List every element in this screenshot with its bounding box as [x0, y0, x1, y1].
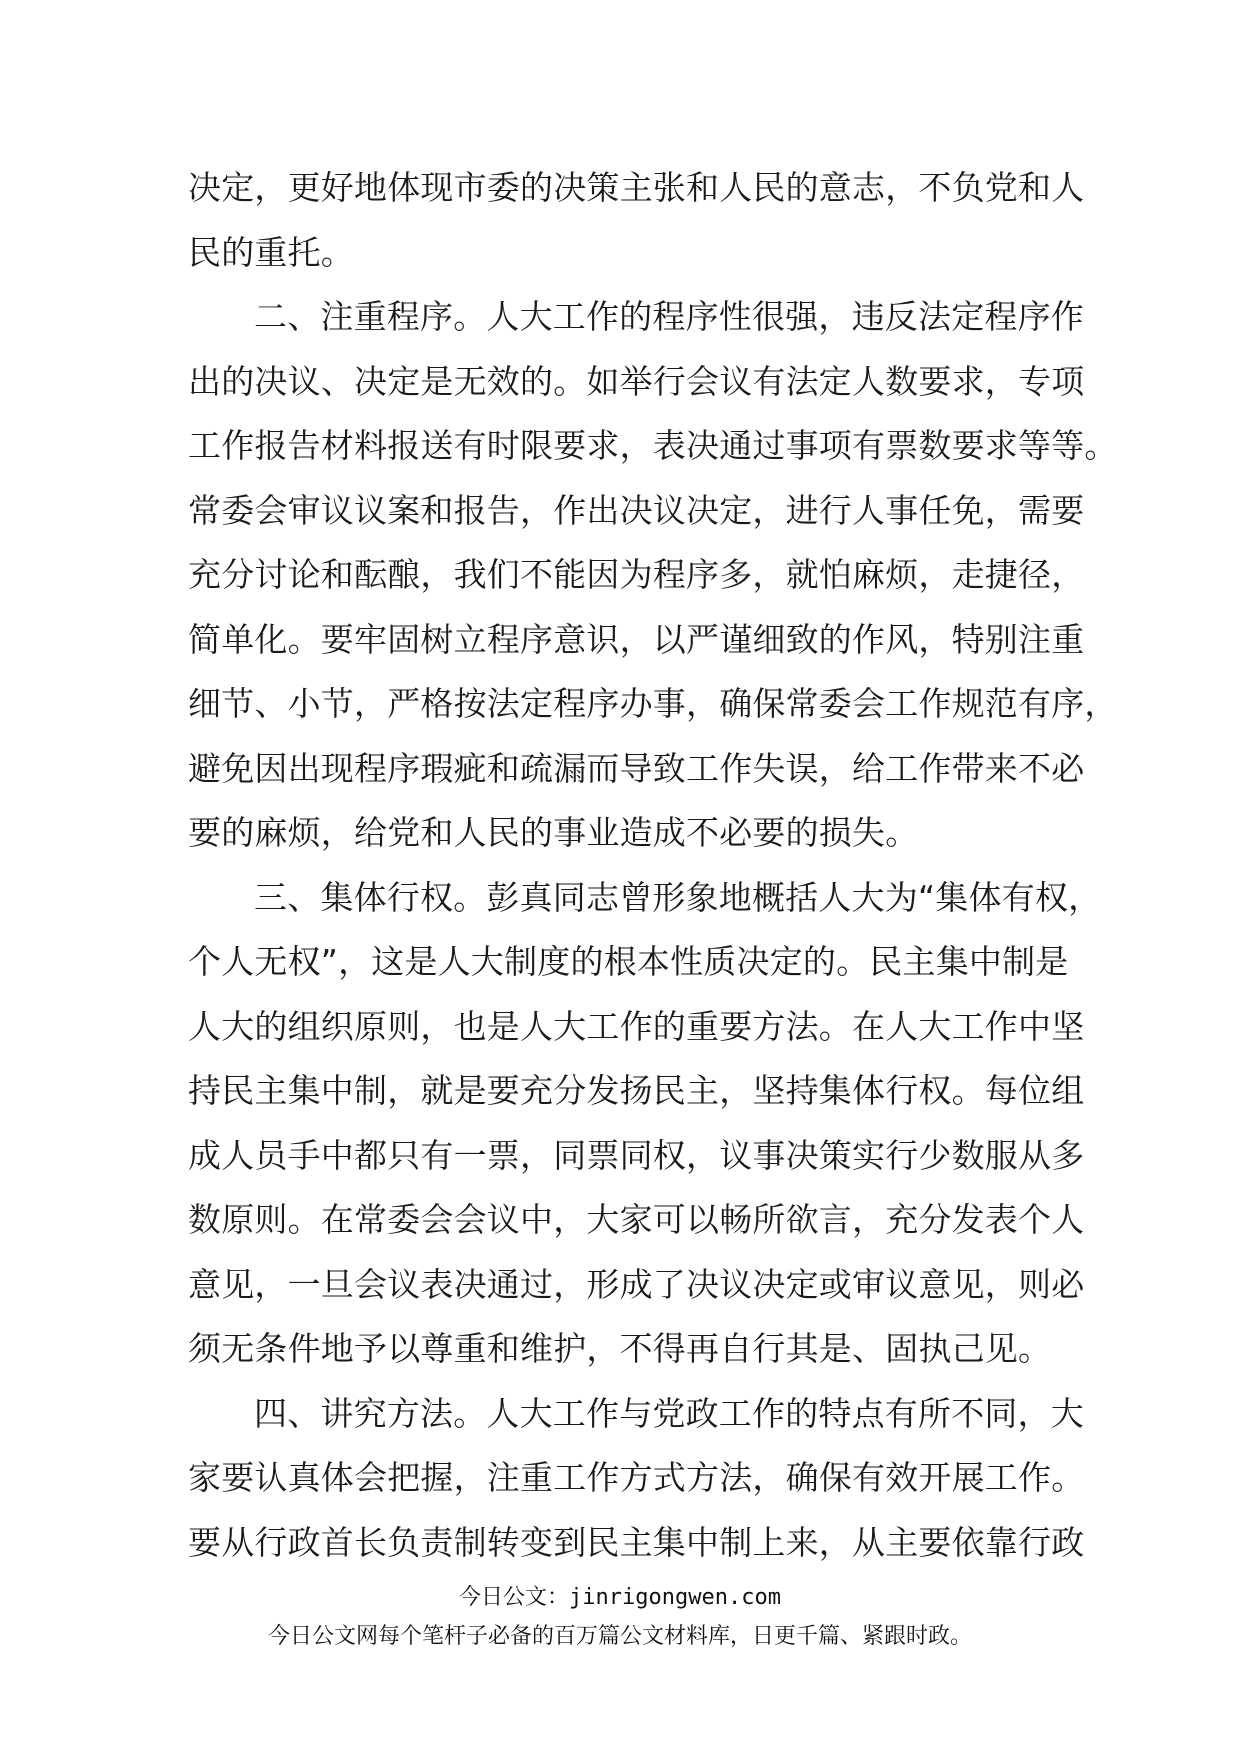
body-line: 二、注重程序。人大工作的程序性很强，违反法定程序作 — [254, 297, 1084, 336]
body-line: 简单化。要牢固树立程序意识，以严谨细致的作风，特别注重 — [188, 619, 1085, 659]
body-line: 细节、小节，严格按法定程序办事，确保常委会工作规范有序， — [188, 684, 1118, 723]
body-line: 充分讨论和酝酿，我们不能因为程序多，就怕麻烦，走捷径， — [188, 555, 1085, 594]
body-line: 成人员手中都只有一票，同票同权，议事决策实行少数服从多 — [188, 1135, 1085, 1175]
body-line: 民的重托。 — [188, 232, 354, 272]
footer-site-url[interactable]: jinrigongwen.com — [569, 1585, 781, 1610]
footer-site-line — [0, 1580, 1240, 1611]
footer-site-label: 今日公文： — [459, 1585, 570, 1610]
body-line: 人大的组织原则，也是人大工作的重要方法。在人大工作中坚 — [188, 1006, 1085, 1046]
body-line: 个人无权”，这是人大制度的根本性质决定的。民主集中制是 — [188, 942, 1069, 981]
body-line: 要的麻烦，给党和人民的事业造成不必要的损失。 — [188, 813, 919, 852]
body-line: 四、讲究方法。人大工作与党政工作的特点有所不同，大 — [254, 1393, 1084, 1433]
body-line: 持民主集中制，就是要充分发扬民主，坚持集体行权。每位组 — [188, 1071, 1085, 1110]
document-body — [188, 156, 1118, 1575]
footer-tagline: 今日公文网每个笔杆子必备的百万篇公文材料库，日更千篇、紧跟时政。 — [267, 1624, 972, 1649]
body-line: 须无条件地予以尊重和维护，不得再自行其是、固执己见。 — [188, 1329, 1052, 1368]
body-line: 要从行政首长负责制转变到民主集中制上来，从主要依靠行政 — [188, 1522, 1085, 1562]
body-line: 出的决议、决定是无效的。如举行会议有法定人数要求，专项 — [188, 361, 1085, 401]
body-line: 三、集体行权。彭真同志曾形象地概括人大为“集体有权， — [254, 877, 1102, 917]
body-line: 工作报告材料报送有时限要求，表决通过事项有票数要求等等。 — [188, 426, 1118, 465]
body-line: 家要认真体会把握，注重工作方式方法，确保有效开展工作。 — [188, 1458, 1085, 1497]
body-line: 数原则。在常委会会议中，大家可以畅所欲言，充分发表个人 — [188, 1200, 1085, 1239]
body-line: 意见，一旦会议表决通过，形成了决议决定或审议意见，则必 — [188, 1264, 1085, 1304]
body-line: 避免因出现程序瑕疵和疏漏而导致工作失误，给工作带来不必 — [188, 748, 1085, 788]
body-line: 决定，更好地体现市委的决策主张和人民的意志，不负党和人 — [188, 168, 1085, 207]
body-line: 常委会审议议案和报告，作出决议决定，进行人事任免，需要 — [188, 490, 1085, 530]
